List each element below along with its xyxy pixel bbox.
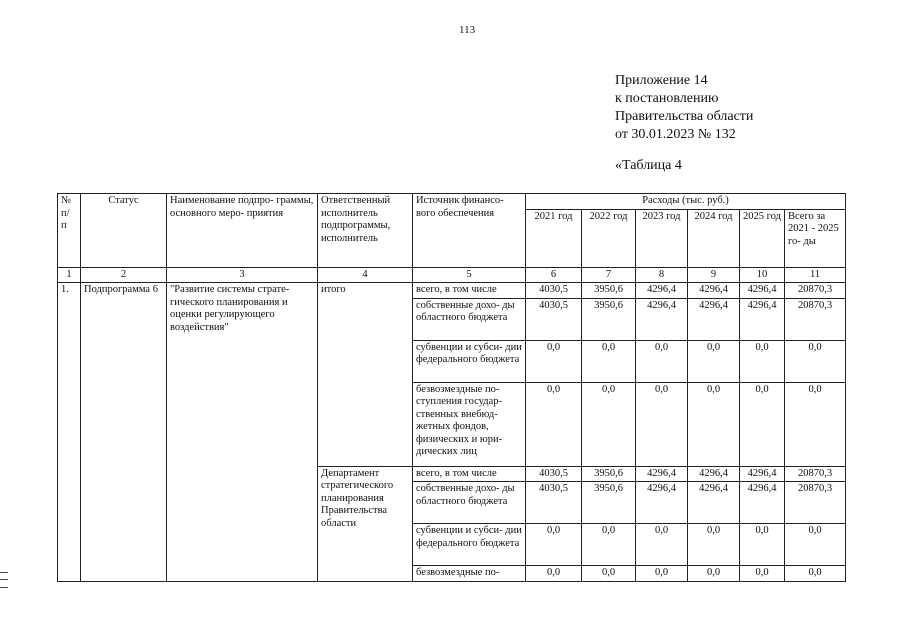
expense-value: 20870,3 (785, 482, 846, 524)
expense-value: 0,0 (526, 524, 582, 566)
appendix-line: к постановлению (615, 91, 719, 106)
expense-value: 0,0 (636, 340, 688, 382)
executor-cell: Департамент стратегического планирования Правительства области (318, 466, 413, 581)
expense-value: 4296,4 (740, 466, 785, 482)
expense-value: 4296,4 (740, 482, 785, 524)
executor-cell: итого (318, 283, 413, 467)
column-number-row (58, 267, 846, 283)
funding-source: всего, в том числе (413, 283, 526, 299)
expense-value: 0,0 (526, 340, 582, 382)
funding-source: безвозмездные по- ступления государ- ственных внебюд- жетных фондов, физических и юри- дических лиц (413, 382, 526, 466)
funding-source: безвозмездные по- (413, 566, 526, 582)
expense-value: 0,0 (688, 566, 740, 582)
expense-value: 0,0 (582, 524, 636, 566)
expense-value: 0,0 (740, 340, 785, 382)
column-number: 5 (413, 267, 526, 283)
header-executor: Ответственный исполнитель подпрограммы, исполнитель (318, 194, 413, 268)
expense-value: 4296,4 (688, 298, 740, 340)
row-status: Подпрограмма 6 (81, 283, 167, 582)
expense-value: 4296,4 (636, 482, 688, 524)
expense-value: 4296,4 (740, 283, 785, 299)
funding-source: собственные дохо- ды областного бюджета (413, 482, 526, 524)
expense-value: 4296,4 (688, 482, 740, 524)
expense-value: 4296,4 (688, 283, 740, 299)
appendix-line: Правительства области (615, 109, 754, 124)
expense-value: 0,0 (688, 340, 740, 382)
funding-source: собственные дохо- ды областного бюджета (413, 298, 526, 340)
expense-value: 4296,4 (688, 466, 740, 482)
expense-value: 4296,4 (636, 298, 688, 340)
column-number: 7 (582, 267, 636, 283)
expense-value: 0,0 (785, 524, 846, 566)
column-number: 6 (526, 267, 582, 283)
column-number: 2 (81, 267, 167, 283)
header-year-2025: 2025 год (740, 209, 785, 267)
header-year-2021: 2021 год (526, 209, 582, 267)
expense-value: 0,0 (582, 382, 636, 466)
expense-value: 0,0 (688, 524, 740, 566)
column-number: 8 (636, 267, 688, 283)
column-number: 3 (167, 267, 318, 283)
header-status: Статус (81, 194, 167, 268)
table-label: «Таблица 4 (615, 158, 682, 173)
column-number: 9 (688, 267, 740, 283)
expense-value: 4030,5 (526, 466, 582, 482)
expense-value: 4030,5 (526, 298, 582, 340)
header-year-2022: 2022 год (582, 209, 636, 267)
column-number: 10 (740, 267, 785, 283)
expense-value: 0,0 (636, 382, 688, 466)
subprogram-name: "Развитие системы страте- гического планирования и оценки регулирующего воздействия" (167, 283, 318, 582)
funding-source: всего, в том числе (413, 466, 526, 482)
expense-value: 0,0 (740, 524, 785, 566)
table-row (58, 283, 846, 299)
expense-value: 3950,6 (582, 466, 636, 482)
expense-value: 3950,6 (582, 482, 636, 524)
expense-value: 0,0 (740, 382, 785, 466)
expense-value: 0,0 (740, 566, 785, 582)
expense-value: 0,0 (526, 382, 582, 466)
funding-source: субвенции и субси- дии федерального бюджета (413, 340, 526, 382)
row-number: 1. (58, 283, 81, 582)
expense-value: 4296,4 (636, 283, 688, 299)
column-number: 4 (318, 267, 413, 283)
expense-value: 0,0 (582, 340, 636, 382)
expense-value: 0,0 (785, 566, 846, 582)
header-expenses: Расходы (тыс. руб.) (526, 194, 846, 210)
expense-value: 4296,4 (636, 466, 688, 482)
expense-value: 0,0 (785, 382, 846, 466)
budget-table (57, 193, 846, 582)
header-year-2023: 2023 год (636, 209, 688, 267)
header-year-2024: 2024 год (688, 209, 740, 267)
header-total: Всего за 2021 - 2025 го- ды (785, 209, 846, 267)
appendix-line: Приложение 14 (615, 73, 708, 88)
expense-value: 20870,3 (785, 283, 846, 299)
appendix-header (615, 72, 753, 144)
funding-source: субвенции и субси- дии федерального бюджета (413, 524, 526, 566)
column-number: 1 (58, 267, 81, 283)
expense-value: 4030,5 (526, 283, 582, 299)
expense-value: 0,0 (688, 382, 740, 466)
appendix-line: от 30.01.2023 № 132 (615, 127, 736, 142)
header-name: Наименование подпро- граммы, основного меро- приятия (167, 194, 318, 268)
expense-value: 0,0 (785, 340, 846, 382)
expense-value: 4030,5 (526, 482, 582, 524)
column-number: 11 (785, 267, 846, 283)
expense-value: 20870,3 (785, 466, 846, 482)
expense-value: 3950,6 (582, 298, 636, 340)
header-source: Источник финансо- вого обеспечения (413, 194, 526, 268)
expense-value: 20870,3 (785, 298, 846, 340)
expense-value: 0,0 (636, 566, 688, 582)
header-num: № п/ п (58, 194, 81, 268)
page-number: 113 (459, 24, 476, 36)
expense-value: 0,0 (582, 566, 636, 582)
margin-mark (0, 572, 8, 588)
expense-value: 0,0 (526, 566, 582, 582)
expense-value: 3950,6 (582, 283, 636, 299)
expense-value: 0,0 (636, 524, 688, 566)
expense-value: 4296,4 (740, 298, 785, 340)
